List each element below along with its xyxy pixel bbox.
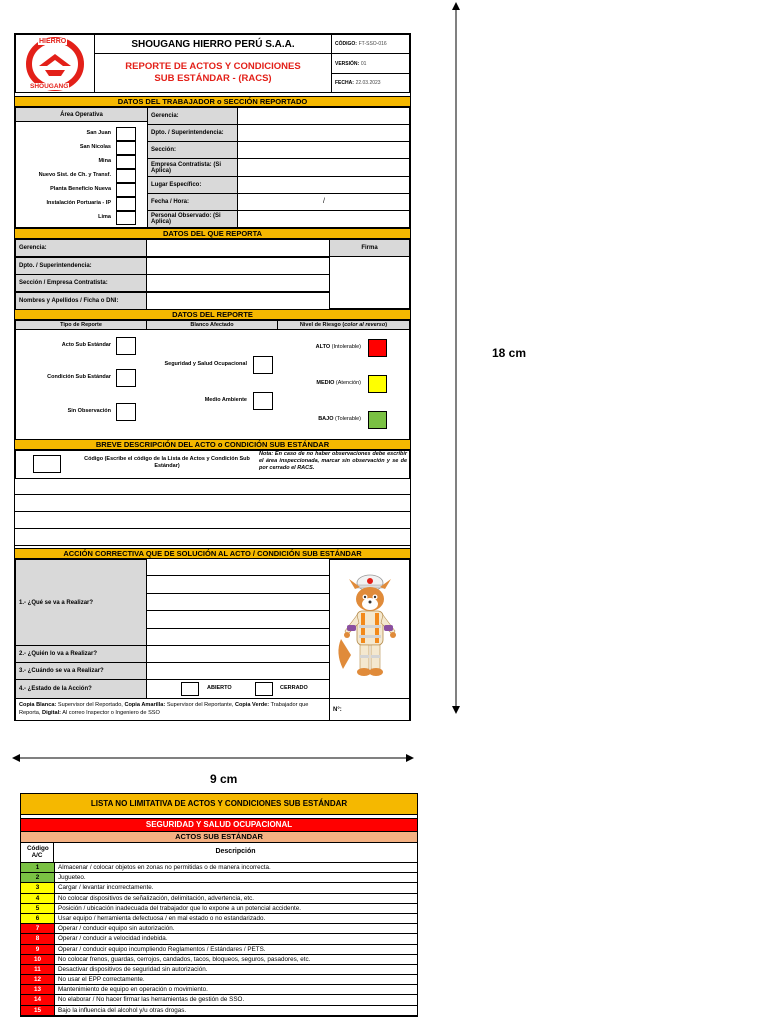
list-item <box>21 863 417 873</box>
footer-copies: Copia Blanca: Supervisor del Reportado, Copia Amarilla: Supervisor del Reportante, Copia Verde: Trabajador que Reporta, Digital: Al correo Inspector o Ingeniero de SSO <box>15 698 330 721</box>
list-title: LISTA NO LIMITATIVA DE ACTOS Y CONDICIONES SUB ESTÁNDAR <box>21 794 417 815</box>
worker-field-input[interactable] <box>237 107 410 125</box>
height-measure: 18 cm <box>492 346 527 360</box>
q2-label: 2.- ¿Quién lo va a Realizar? <box>15 645 147 663</box>
list-item-code: 2 <box>21 873 55 882</box>
list-item-code: 4 <box>21 894 55 903</box>
abierto-checkbox[interactable] <box>181 682 199 696</box>
list-subtitle: SEGURIDAD Y SALUD OCUPACIONAL <box>21 818 417 831</box>
fecha-value: 22.03.2023 <box>355 80 381 86</box>
area-checkbox[interactable] <box>116 127 136 141</box>
list-item <box>21 873 417 883</box>
blanco-checkbox[interactable] <box>253 392 273 410</box>
description-lines[interactable] <box>15 478 410 546</box>
firma-box[interactable] <box>329 256 410 309</box>
reporter-section-title: DATOS DEL QUE REPORTA <box>15 228 410 239</box>
reporter-field-input[interactable] <box>146 292 330 310</box>
tipo-checkbox[interactable] <box>116 369 136 387</box>
list-rows <box>21 863 417 1016</box>
worker-field-label: Fecha / Hora: <box>147 193 238 211</box>
area-checkbox[interactable] <box>116 169 136 183</box>
cerrado-label: CERRADO <box>280 685 308 691</box>
area-label: Planta Beneficio Nueva <box>50 186 111 192</box>
logo-text-top: HIERRO <box>39 38 67 45</box>
list-item-description: Desactivar dispositivos de seguridad sin autorización. <box>58 965 208 973</box>
logo-cell <box>15 34 95 93</box>
list-item-code: 7 <box>21 924 55 933</box>
tipo-label: Sin Observación <box>67 408 111 414</box>
list-item <box>21 914 417 924</box>
worker-field-input[interactable] <box>237 158 410 177</box>
codigo-instruction: Código (Escribe el código de la Lista de Actos y Condición Sub Estándar) <box>84 456 250 469</box>
reporter-field-input[interactable] <box>146 257 330 275</box>
list-item-description: Mantenimiento de equipo en operación o movimiento. <box>58 986 208 994</box>
area-label: San Juan <box>86 130 111 136</box>
area-label: Lima <box>98 214 111 220</box>
area-operativa-header: Área Operativa <box>15 107 148 122</box>
worker-field-input[interactable] <box>237 176 410 194</box>
reporter-field-input[interactable] <box>146 239 330 257</box>
list-item-code: 3 <box>21 883 55 892</box>
form-title: REPORTE DE ACTOS Y CONDICIONES SUB ESTÁNDAR - (RACS) <box>94 53 332 93</box>
codigo-cell: CÓDIGO: FT-SSO-016 <box>331 34 410 54</box>
worker-field-input[interactable] <box>237 141 410 159</box>
q3-field[interactable] <box>146 662 330 680</box>
col-code-header: Código A/C <box>21 843 54 862</box>
area-checkbox[interactable] <box>116 197 136 211</box>
list-item <box>21 975 417 985</box>
area-checkbox[interactable] <box>116 155 136 169</box>
codigo-value: FT-SSO-016 <box>358 41 387 47</box>
riesgo-color-swatch[interactable] <box>368 411 387 429</box>
worker-field-label: Dpto. / Superintendencia: <box>147 124 238 142</box>
area-checkbox[interactable] <box>116 183 136 197</box>
list-item <box>21 904 417 914</box>
action-section-title: ACCIÓN CORRECTIVA QUE DE SOLUCIÓN AL ACTO / CONDICIÓN SUB ESTÁNDAR <box>15 548 410 559</box>
tipo-checkbox[interactable] <box>116 337 136 355</box>
description-section-title: BREVE DESCRIPCIÓN DEL ACTO o CONDICIÓN SUB ESTÁNDAR <box>15 439 410 450</box>
list-header-row <box>21 843 417 863</box>
list-item-code: 15 <box>21 1006 55 1015</box>
list-item-description: No colocar dispositivos de señalización, delimitación, advertencia, etc. <box>58 894 255 902</box>
list-item-code: 6 <box>21 914 55 923</box>
tipo-label: Acto Sub Estándar <box>61 342 111 348</box>
list-item-description: No usar el EPP correctamente. <box>58 976 145 984</box>
worker-field-label: Sección: <box>147 141 238 159</box>
area-label: Instalación Portuaria - IP <box>46 200 111 206</box>
worker-field-input[interactable] <box>237 210 410 228</box>
blanco-checkbox[interactable] <box>253 356 273 374</box>
firma-header: Firma <box>329 239 410 257</box>
list-item-code: 14 <box>21 995 55 1004</box>
abierto-label: ABIERTO <box>207 685 232 691</box>
list-item-description: Posición / ubicación inadecuada del trabajador que lo expone a un potencial accidente. <box>58 904 301 912</box>
codigo-input-box[interactable] <box>33 455 61 473</box>
worker-field-label: Personal Observado: (Si Aplica) <box>147 210 238 228</box>
area-label: Mina <box>98 158 111 164</box>
list-item-description: Operar / conducir a velocidad indebida. <box>58 935 168 943</box>
list-item-description: Bajo la influencia del alcohol y/u otras drogas. <box>58 1006 187 1014</box>
list-item-code: 5 <box>21 904 55 913</box>
list-item <box>21 995 417 1005</box>
q4-label: 4.- ¿Estado de la Acción? <box>15 679 147 699</box>
cerrado-checkbox[interactable] <box>255 682 273 696</box>
height-arrow <box>450 2 462 714</box>
list-item-code: 9 <box>21 945 55 954</box>
reporter-field-input[interactable] <box>146 274 330 292</box>
list-item <box>21 985 417 995</box>
list-item-description: Almacenar / colocar objetos en zonas no permitidas o de manera incorrecta. <box>58 864 271 871</box>
logo-text-bottom: SHOUGANG <box>30 83 69 90</box>
company-name: SHOUGANG HIERRO PERÚ S.A.A. <box>94 34 332 54</box>
list-item-description: No colocar frenos, guardas, cerrojos, candados, tacos, bloqueos, seguros, pasadores, etc. <box>58 955 311 963</box>
list-item-code: 12 <box>21 975 55 984</box>
list-item-description: Operar / conducir equipo sin autorización. <box>58 925 175 933</box>
version-value: 01 <box>360 60 367 67</box>
racs-form <box>14 33 411 721</box>
area-label: San Nicolas <box>79 144 111 150</box>
date-time-slash: / <box>323 198 325 205</box>
report-section-title: DATOS DEL REPORTE <box>15 309 410 320</box>
worker-field-input[interactable] <box>237 124 410 142</box>
tipo-reporte-header: Tipo de Reporte <box>15 320 147 330</box>
nivel-riesgo-header: Nivel de Riesgo ( color al reverso ) <box>277 320 410 330</box>
fecha-cell: FECHA: 22.03.2023 <box>331 73 410 93</box>
list-item <box>21 1006 417 1016</box>
tipo-checkbox[interactable] <box>116 403 136 421</box>
list-item-code: 13 <box>21 985 55 994</box>
reporter-field-label: Sección / Empresa Contratista: <box>15 274 147 292</box>
list-item <box>21 955 417 965</box>
q3-label: 3.- ¿Cuándo se va a Realizar? <box>15 662 147 680</box>
list-item <box>21 945 417 955</box>
tipo-label: Condición Sub Estándar <box>47 374 111 380</box>
worker-field-label: Lugar Específico: <box>147 176 238 194</box>
reporter-field-label: Gerencia: <box>15 239 147 257</box>
blanco-afectado-header: Blanco Afectado <box>146 320 278 330</box>
list-item-code: 10 <box>21 955 55 964</box>
list-item-code: 8 <box>21 934 55 943</box>
list-item-description: Cargar / levantar incorrectamente. <box>58 884 154 892</box>
list-subsubtitle: ACTOS SUB ESTÁNDAR <box>21 831 417 843</box>
list-item-description: No elaborar / No hacer firmar las herramientas de gestión de SSO. <box>58 996 245 1004</box>
fox-mascot-image <box>333 573 407 685</box>
riesgo-label: ALTO (Intolerable) <box>315 344 361 350</box>
riesgo-color-swatch[interactable] <box>368 339 387 357</box>
list-item <box>21 965 417 975</box>
col-desc-header: Descripción <box>215 848 256 855</box>
list-item <box>21 924 417 934</box>
list-item-description: Usar equipo / herramienta defectuosa / en mal estado o no estandarizado. <box>58 914 266 922</box>
blanco-label: Medio Ambiente <box>204 397 247 403</box>
list-item <box>21 883 417 893</box>
list-item-description: Operar / conducir equipo incumpliendo Reglamentos / Estándares / PETS. <box>58 945 266 953</box>
list-item <box>21 934 417 944</box>
area-label: Nuevo Sist. de Ch. y Transf. <box>38 172 111 178</box>
version-cell: VERSIÓN: 01 <box>331 53 410 74</box>
worker-field-label: Gerencia: <box>147 107 238 125</box>
q1-lines[interactable] <box>146 559 330 646</box>
q2-field[interactable] <box>146 645 330 663</box>
list-item-code: 11 <box>21 965 55 974</box>
reporter-field-label: Nombres y Apellidos / Ficha o DNI: <box>15 292 147 310</box>
worker-section-title: DATOS DEL TRABAJADOR o SECCIÓN REPORTADO <box>15 96 410 107</box>
riesgo-color-swatch[interactable] <box>368 375 387 393</box>
width-arrow <box>12 752 414 764</box>
list-item-code: 1 <box>21 863 55 872</box>
riesgo-label: BAJO (Tolerable) <box>318 416 361 422</box>
mascot-cell <box>329 559 410 699</box>
list-item-description: Jugueteo. <box>58 874 86 882</box>
blanco-label: Seguridad y Salud Ocupacional <box>164 361 247 367</box>
width-measure: 9 cm <box>210 772 238 786</box>
riesgo-label: MEDIO (Atención) <box>316 380 361 386</box>
q1-label: 1.- ¿Qué se va a Realizar? <box>15 559 147 646</box>
list-item <box>21 894 417 904</box>
area-checkbox[interactable] <box>116 141 136 155</box>
area-checkbox[interactable] <box>116 211 136 225</box>
worker-field-label: Empresa Contratista: (Si Aplica) <box>147 158 238 177</box>
acts-list <box>20 793 418 1017</box>
nota-text: Nota: En caso de no haber observaciones debe escribir el área inspeccionada, marcar sin observación y se de por cerrado el RACS. <box>259 451 407 471</box>
numero-field[interactable]: N°: <box>329 698 410 721</box>
reporter-field-label: Dpto. / Superintendencia: <box>15 257 147 275</box>
